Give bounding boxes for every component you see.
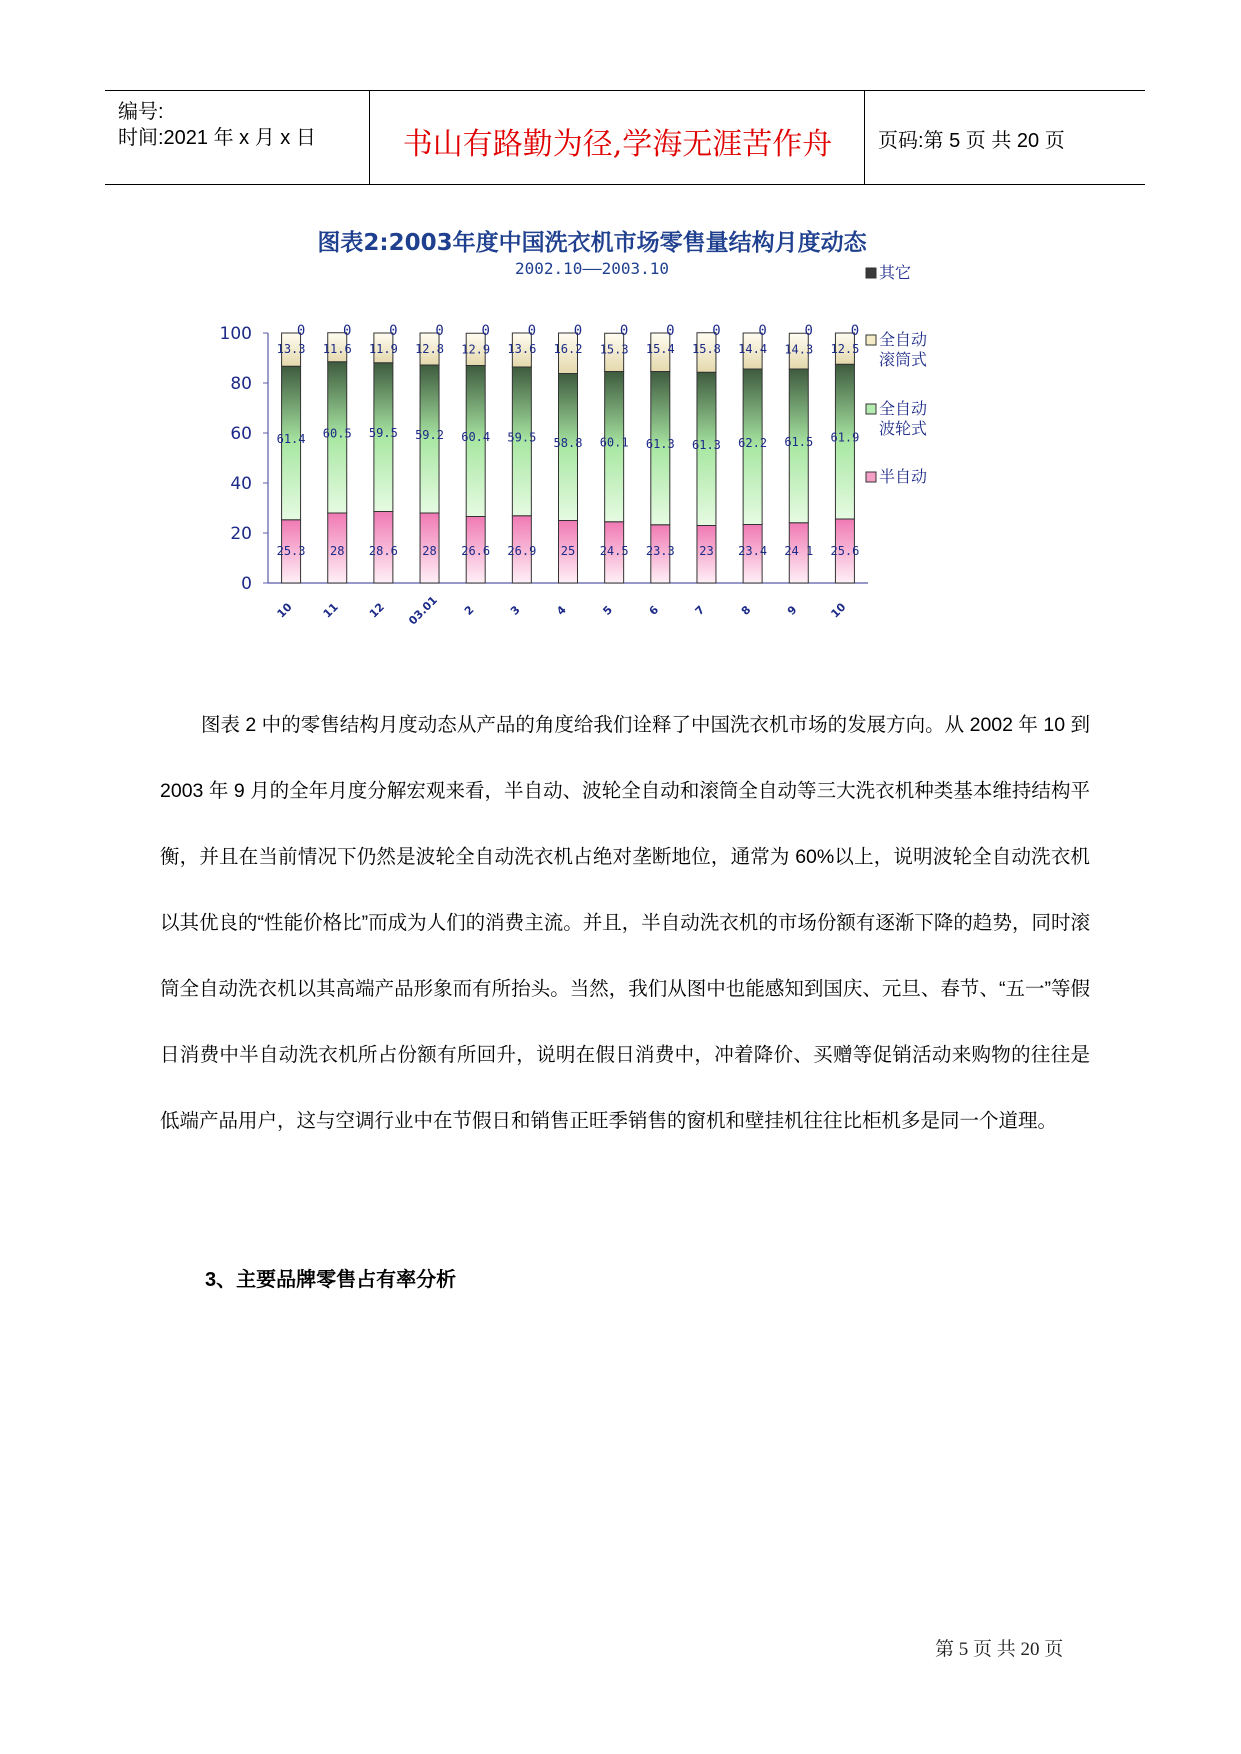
legend-label-line2: 滚筒式 [879,350,928,369]
data-label: 25 [560,544,576,558]
data-label: 62.2 [738,435,768,450]
data-label: 59.2 [415,428,444,442]
data-label: 28 [422,544,437,558]
y-tick-label: 0 [241,574,252,594]
data-label: 23.3 [645,544,675,558]
data-label: 61.3 [645,437,675,452]
y-tick-label: 100 [219,324,252,344]
header-page-cell [866,91,1145,184]
data-label: 28 [330,544,345,558]
stacked-bar-chart [190,225,1070,685]
data-label: 15.4 [645,342,675,356]
data-label: 12.8 [415,342,444,356]
legend-label: 半自动 [879,467,928,486]
data-label: 25.3 [276,544,306,558]
data-label: 26.9 [507,544,537,558]
legend-swatch [866,404,876,414]
data-label: 25.6 [830,544,860,558]
data-label: 60.4 [461,430,491,444]
data-label: 12.9 [461,342,491,357]
data-label: 13.3 [276,342,306,356]
x-tick-label: 11 [320,600,341,621]
motto-text: 书山有路勤为径,学海无涯苦作舟 [402,127,833,162]
x-tick-label: 9 [784,603,800,618]
data-label: 61.9 [830,430,860,445]
data-label-other: 0 [666,323,675,339]
header-left-cell [105,91,370,184]
data-label-other: 0 [435,323,444,339]
x-tick-label: 4 [554,603,569,618]
data-label: 23 [699,544,714,558]
data-label: 16.2 [553,342,583,356]
data-label-other: 0 [343,323,352,339]
data-label: 59.5 [507,430,537,445]
data-label-other: 0 [804,323,813,339]
data-label-other: 0 [758,323,767,339]
y-tick-label: 20 [230,524,252,544]
header-page-info: 页码:第 5 页 共 20 页 [878,130,1065,152]
legend-swatch [866,472,876,482]
legend-swatch [866,268,876,278]
data-label-other: 0 [850,323,860,339]
y-tick-label: 80 [230,374,252,394]
serial-label: 编号: [118,101,164,123]
data-label: 11.9 [368,342,398,356]
header-table [105,90,1145,185]
body-paragraph: 图表 2 中的零售结构月度动态从产品的角度给我们诠释了中国洗衣机市场的发展方向。从 2002 年 10 到 2003 年 9 月的全年月度分解宏观来看，半自动、波轮全自动和滚筒全自动等三大洗衣机种类基本维持结构平衡，并且在当前情况下仍然是波轮全自动洗衣机占绝对垄断地位，通常为 60%以上，说明波轮全自动洗衣机以其优良的“性能价格比”而成为人们的消费主流。并且，半自动洗衣机的市场份额有逐渐下降的趋势，同时滚筒全自动洗衣机以其高端产品形象而有所抬头。当然，我们从图中也能感知到国庆、元旦、春节、“五一”等假日消费中半自动洗衣机所占份额有所回升，说明在假日消费中，冲着降价、买赠等促销活动来购物的往往是低端产品用户，这与空调行业中在节假日和销售正旺季销售的窗机和壁挂机往往比柜机多是同一个道理。 [160,714,1090,1132]
y-tick-label: 60 [230,424,252,444]
time-label: 时间:2021 年 x 月 x 日 [118,127,316,149]
data-label: 12.5 [830,342,860,356]
data-label-other: 0 [712,323,721,339]
data-label: 58.8 [553,436,583,450]
data-label: 28.6 [368,544,398,558]
data-label: 61.4 [276,432,306,446]
chart-svg [190,225,1070,685]
data-label: 14.4 [738,342,768,356]
body-paragraph-block [160,692,1090,1154]
data-label-other: 0 [573,323,583,339]
legend-label-line2: 波轮式 [879,419,928,438]
data-label: 13.6 [507,342,537,356]
header-motto-cell [371,91,865,184]
data-label: 60.1 [599,435,629,450]
data-label: 61.3 [692,437,721,452]
data-label: 60.5 [322,426,352,441]
x-tick-label: 12 [366,600,387,621]
legend-label-line1: 全自动 [879,330,928,349]
data-label: 61.5 [784,434,814,449]
chart-subtitle: 2002.10——2003.10 [514,259,670,278]
x-tick-label: 8 [738,603,754,618]
legend-label-line1: 全自动 [879,399,928,418]
data-label: 24.5 [599,544,629,558]
data-label: 26.6 [461,544,491,558]
x-tick-label: 03.01 [406,593,440,628]
chart-title: 图表2:2003年度中国洗衣机市场零售量结构月度动态 [317,230,867,256]
data-label-other: 0 [527,323,537,339]
data-label: 23.4 [738,544,768,558]
x-tick-label: 6 [646,603,662,618]
data-label-other: 0 [389,323,398,339]
x-tick-label: 10 [274,600,295,621]
y-tick-label: 40 [230,474,252,494]
data-label-other: 0 [481,323,490,339]
x-tick-label: 7 [692,603,708,618]
data-label: 24 1 [784,544,814,558]
x-tick-label: 2 [461,603,477,618]
data-label: 14.3 [784,342,814,357]
footer-page-number: 第 5 页 共 20 页 [935,1639,1064,1660]
x-tick-label: 5 [600,603,615,618]
x-tick-label: 10 [828,600,849,621]
data-label: 15.3 [599,342,629,357]
legend-label: 其它 [879,263,912,282]
data-label-other: 0 [296,323,306,339]
legend-swatch [866,335,876,345]
x-tick-label: 3 [508,603,523,618]
data-label-other: 0 [619,323,629,339]
section-heading: 3、主要品牌零售占有率分析 [205,1269,457,1291]
data-label: 11.6 [322,341,352,356]
data-label: 59.5 [368,426,398,441]
data-label: 15.8 [692,341,721,356]
